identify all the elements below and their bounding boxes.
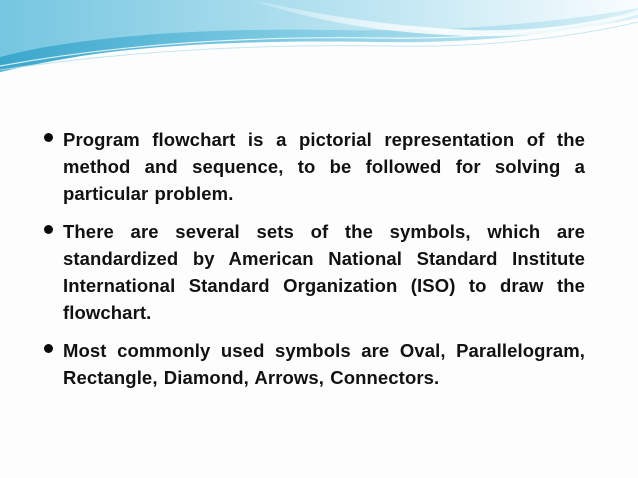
bullet-text: Most commonly used symbols are Oval, Parallelogram, Rectangle, Diamond, Arrows, Connectors.	[63, 340, 585, 388]
bullet-dot-icon	[44, 133, 53, 142]
bullet-item	[44, 126, 585, 207]
bullet-item	[44, 218, 585, 326]
bullet-dot-icon	[44, 344, 53, 353]
bullet-text: Program flowchart is a pictorial representation of the method and sequence, to be followed for solving a particular problem.	[63, 129, 585, 204]
header-wave-decoration	[0, 0, 638, 80]
bullet-list	[44, 126, 585, 402]
bullet-text: There are several sets of the symbols, which are standardized by American National Standard Institute International Standard Organization (ISO) to draw the flowchart.	[63, 221, 585, 323]
bullet-dot-icon	[44, 225, 53, 234]
bullet-item	[44, 337, 585, 391]
